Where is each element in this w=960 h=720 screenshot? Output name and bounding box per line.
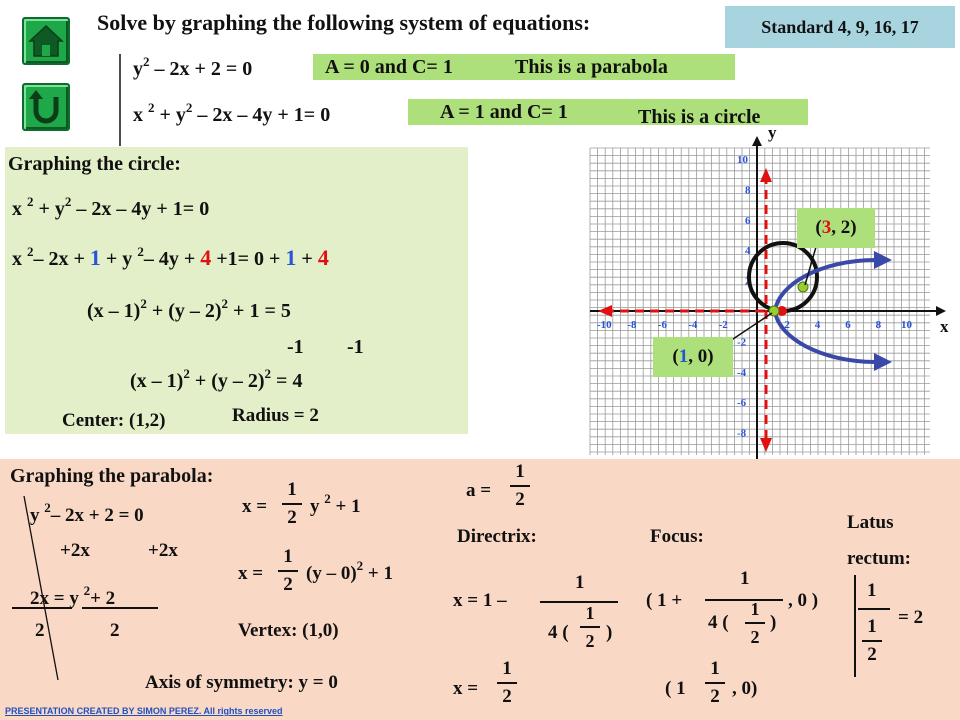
focus-den-pre: 4 ( bbox=[708, 612, 729, 633]
latus-label-1: Latus bbox=[847, 512, 894, 533]
y-axis-label: y bbox=[768, 123, 777, 142]
x-tick-label: 8 bbox=[875, 319, 882, 331]
y-tick-label: 6 bbox=[745, 214, 751, 227]
directrix-den-post: ) bbox=[606, 622, 613, 643]
directrix-result-frac: 1 2 bbox=[497, 657, 517, 709]
parabola-step-3: 2x = y $^2$+ 2 bbox=[30, 583, 116, 609]
y-tick-label: -2 bbox=[737, 336, 747, 349]
a-value-pre: a = bbox=[466, 480, 492, 501]
circle-step-2: x $^2$– 2x + 1 + y $^2$– 4y + 4 +1= 0 + 1 + 4 bbox=[12, 244, 329, 270]
directrix-label: Directrix: bbox=[457, 526, 537, 547]
back-button[interactable] bbox=[22, 83, 70, 131]
cancel-slash bbox=[20, 490, 80, 690]
equation-circle: x $^2 + y^2 - 2x - 4y + 1= 0$ bbox=[133, 100, 331, 126]
focus-result-pre: ( 1 bbox=[665, 678, 686, 699]
circle-step-3: (x – 1)$^2$ + (y – 2)$^2$ + 1 = 5 bbox=[87, 296, 291, 322]
latus-num: 1 bbox=[867, 580, 877, 601]
standard-badge: Standard 4, 9, 16, 17 bbox=[725, 6, 955, 48]
x-axis-arrow bbox=[936, 306, 946, 316]
axis-of-symmetry-text: Axis of symmetry: y = 0 bbox=[145, 672, 338, 693]
circle-heading: Graphing the circle: bbox=[8, 153, 181, 175]
latus-abs-bars bbox=[850, 575, 860, 680]
vertex-form-2-post: (y – 0)$^2$ + 1 bbox=[306, 558, 393, 584]
circle-step-4: (x – 1)$^2$ + (y – 2)$^2$ = 4 bbox=[130, 366, 303, 392]
parabola-den-a: 2 bbox=[35, 620, 45, 641]
latus-result: = 2 bbox=[898, 607, 924, 628]
x-tick-label: 2 bbox=[784, 319, 790, 331]
x-tick-label: -4 bbox=[688, 319, 698, 331]
x-tick-label: -6 bbox=[657, 319, 667, 331]
latus-inner-frac: 1 2 bbox=[862, 615, 882, 667]
circle-point bbox=[798, 282, 808, 292]
y-tick-label: 4 bbox=[745, 245, 751, 258]
focus-num: 1 bbox=[740, 568, 750, 589]
circle-step-1: x $^2 + y^2 - 2x - 4y + 1= 0$ bbox=[12, 194, 210, 220]
focus-inner-frac: 1 2 bbox=[745, 597, 765, 649]
point-callout-top: (3, 2) bbox=[797, 208, 875, 248]
vertex-text: Vertex: (1,0) bbox=[238, 620, 339, 641]
y-tick-label: -4 bbox=[737, 366, 747, 379]
circle-subtract-1: -1 bbox=[287, 336, 304, 358]
x-tick-label: 4 bbox=[814, 319, 821, 331]
house-icon bbox=[24, 19, 68, 63]
parabola-step-2b: +2x bbox=[148, 540, 178, 561]
footer-credit[interactable]: PRESENTATION CREATED BY SIMON PEREZ. All rights reserved bbox=[5, 706, 283, 716]
vertex-form-2-pre: x = bbox=[238, 563, 264, 584]
focus-tail: , 0 ) bbox=[788, 590, 819, 611]
parabola-step-1: y $^2$– 2x + 2 = 0 bbox=[30, 500, 144, 526]
directrix-den-pre: 4 ( bbox=[548, 622, 569, 643]
x-tick-label: 6 bbox=[845, 319, 851, 331]
coordinate-graph bbox=[570, 120, 960, 465]
focus-pre: ( 1 + bbox=[646, 590, 683, 611]
directrix-pre: x = 1 – bbox=[453, 590, 507, 611]
equation-brace bbox=[108, 50, 130, 150]
directrix-result-pre: x = bbox=[453, 678, 479, 699]
y-tick-label: 8 bbox=[745, 184, 751, 197]
focus-den-post: ) bbox=[770, 612, 777, 633]
latus-label-2: rectum: bbox=[847, 548, 912, 569]
x-tick-label: 10 bbox=[901, 319, 912, 331]
y-tick-label: 10 bbox=[737, 154, 748, 166]
y-tick-label: -6 bbox=[737, 397, 747, 410]
directrix-inner-frac: 1 2 bbox=[580, 601, 600, 653]
y-axis-arrow bbox=[752, 136, 762, 146]
parabola-heading: Graphing the parabola: bbox=[10, 465, 214, 487]
circle-center: Center: (1,2) bbox=[62, 410, 166, 431]
circle-label: A = 1 and C= 1 This is a circle bbox=[408, 99, 808, 125]
x-tick-label: -8 bbox=[627, 319, 637, 331]
equation-parabola: $y^2 - 2x + 2 = 0$ bbox=[133, 54, 253, 80]
x-tick-label: -2 bbox=[718, 319, 728, 331]
parabola-den-b: 2 bbox=[110, 620, 120, 641]
y-tick-label: 2 bbox=[745, 275, 751, 288]
vertex-form-1-frac: 1 2 bbox=[282, 478, 302, 530]
page-title: Solve by graphing the following system of equations: bbox=[97, 10, 591, 35]
x-tick-label: -10 bbox=[597, 319, 612, 331]
focus-result-tail: , 0) bbox=[732, 678, 758, 699]
parabola-step-2a: +2x bbox=[60, 540, 90, 561]
latus-bar bbox=[858, 607, 892, 611]
home-button[interactable] bbox=[22, 17, 70, 65]
circle-subtract-2: -1 bbox=[347, 336, 364, 358]
circle-radius: Radius = 2 bbox=[232, 405, 319, 426]
parabola-label: A = 0 and C= 1 This is a parabola bbox=[313, 54, 735, 80]
focus-result-frac: 1 2 bbox=[705, 657, 725, 709]
vertex-form-1-pre: x = bbox=[242, 496, 268, 517]
y-tick-label: -8 bbox=[737, 427, 747, 440]
a-value-frac: 1 2 bbox=[510, 460, 530, 512]
vertex-form-1-post: y $^2$ + 1 bbox=[310, 491, 361, 517]
x-axis-label: x bbox=[940, 317, 949, 336]
directrix-num: 1 bbox=[575, 572, 585, 593]
u-turn-arrow-icon bbox=[24, 85, 68, 129]
point-callout-bottom: (1, 0) bbox=[653, 337, 733, 377]
focus-label: Focus: bbox=[650, 526, 704, 547]
vertex-form-2-frac: 1 2 bbox=[278, 545, 298, 597]
